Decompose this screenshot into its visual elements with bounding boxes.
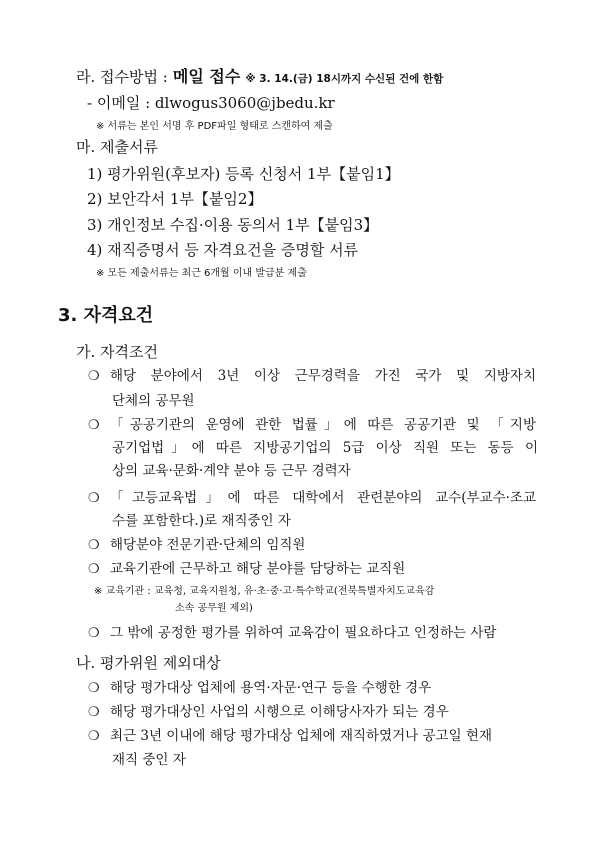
circle-bullet-icon: ❍ <box>88 729 100 744</box>
qualification-item-cont: 공기업법」에 따른 지방공기업의 5급 이상 직원 또는 동등 이 <box>112 440 538 456</box>
circle-bullet-icon: ❍ <box>88 538 100 553</box>
qualification-item: ❍ 교육기관에 근무하고 해당 분야를 담당하는 교직원 <box>88 561 406 577</box>
circle-bullet-icon: ❍ <box>88 681 100 696</box>
qualification-item: ❍ 해당분야 전문기관·단체의 임직원 <box>88 537 306 553</box>
documents-note: ※ 모든 제출서류는 최근 6개월 이내 발급분 제출 <box>96 268 307 279</box>
submission-method-value: 메일 접수 <box>172 67 241 86</box>
qualification-title: 가. 자격조건 <box>76 343 158 361</box>
exclusion-item: ❍ 해당 평가대상인 사업의 시행으로 이해당사자가 되는 경우 <box>88 704 449 720</box>
qualification-item: ❍ 해당 분야에서 3년 이상 근무경력을 가진 국가 및 지방자치 <box>88 368 536 384</box>
qualification-item: ❍ 그 밖에 공정한 평가를 위하여 교육감이 필요하다고 인정하는 사람 <box>88 625 497 641</box>
documents-title: 마. 제출서류 <box>76 138 158 156</box>
circle-bullet-icon: ❍ <box>88 369 100 384</box>
qualification-item-cont: 상의 교육·문화·계약 분야 등 근무 경력자 <box>112 463 351 479</box>
exclusion-item-cont: 재직 중인 자 <box>112 752 186 768</box>
document-item: 2) 보안각서 1부【붙임2】 <box>87 190 263 208</box>
qualification-item-cont: 수를 포함한다.)로 재직중인 자 <box>112 513 291 529</box>
exclusion-item: ❍ 최근 3년 이내에 해당 평가대상 업체에 재직하였거나 공고일 현재 <box>88 728 492 744</box>
education-institution-note: ※ 교육기관 : 교육청, 교육지원청, 유·초·중·고·특수학교(전북특별자치도교육감 <box>94 586 435 597</box>
exclusion-title: 나. 평가위원 제외대상 <box>76 654 221 672</box>
qualification-item: ❍ 「공공기관의 운영에 관한 법률」에 따른 공공기관 및 「지방 <box>88 417 536 433</box>
exclusion-item: ❍ 해당 평가대상 업체에 용역·자문·연구 등을 수행한 경우 <box>88 680 432 696</box>
education-institution-note-cont: 소속 공무원 제외) <box>175 603 253 614</box>
circle-bullet-icon: ❍ <box>88 705 100 720</box>
circle-bullet-icon: ❍ <box>88 562 100 577</box>
document-item: 1) 평가위원(후보자) 등록 신청서 1부【붙임1】 <box>87 165 400 183</box>
document-item: 4) 재직증명서 등 자격요건을 증명할 서류 <box>87 241 359 259</box>
qualification-item-cont: 단체의 공무원 <box>112 393 195 409</box>
submission-deadline-note: ※ 3. 14.(금) 18시까지 수신된 건에 한함 <box>245 73 444 85</box>
circle-bullet-icon: ❍ <box>88 491 100 506</box>
section-heading: 3. 자격요건 <box>58 305 154 326</box>
circle-bullet-icon: ❍ <box>88 418 100 433</box>
submission-method-line <box>76 67 443 86</box>
circle-bullet-icon: ❍ <box>88 626 100 641</box>
document-item: 3) 개인정보 수집·이용 동의서 1부【붙임3】 <box>87 216 379 234</box>
scan-note: ※ 서류는 본인 서명 후 PDF파일 형태로 스캔하여 제출 <box>96 121 333 132</box>
submission-method-label: 라. 접수방법 : <box>76 68 168 86</box>
email-line: - 이메일 : dlwogus3060@jbedu.kr <box>87 94 335 112</box>
qualification-item: ❍ 「고등교육법」에 따른 대학에서 관련분야의 교수(부교수·조교 <box>88 490 536 506</box>
